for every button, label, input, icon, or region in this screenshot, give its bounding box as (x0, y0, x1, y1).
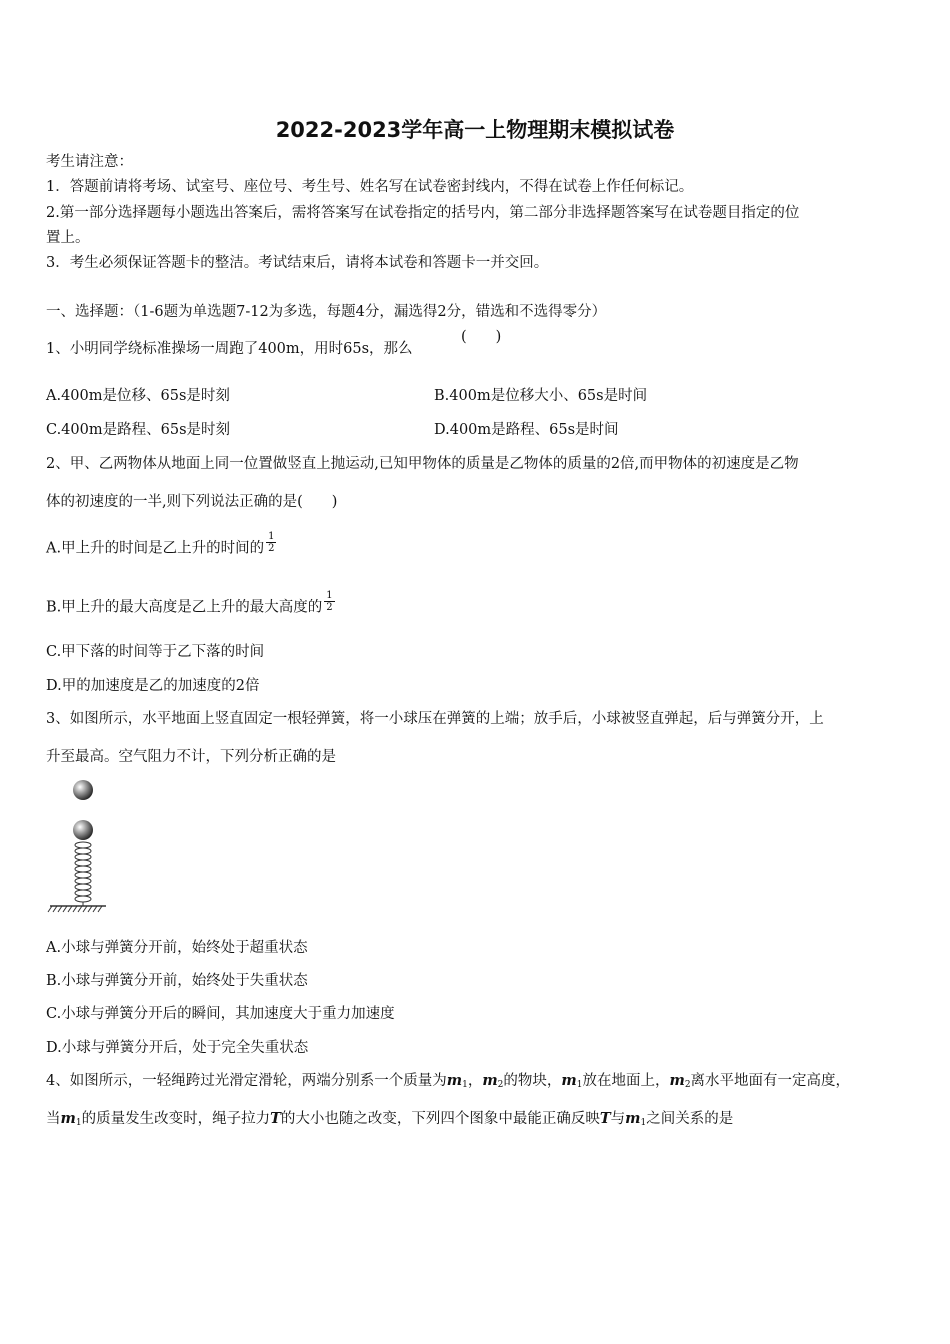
section-heading: 一、选择题：（1-6题为单选题7-12为多选，每题4分，漏选得2分，错选和不选得零分） (46, 304, 607, 320)
q3-option-b: B.小球与弹簧分开前，始终处于失重状态 (46, 973, 308, 989)
q3-option-a: A.小球与弹簧分开前，始终处于超重状态 (46, 940, 308, 956)
q2-stem-line1: 2、甲、乙两物体从地面上同一位置做竖直上抛运动,已知甲物体的质量是乙物体的质量的2倍,而甲物体的初速度是乙物 (46, 456, 799, 472)
q3-option-c: C.小球与弹簧分开后的瞬间，其加速度大于重力加速度 (46, 1006, 395, 1022)
notice-item-1: 1．答题前请将考场、试室号、座位号、考生号、姓名写在试卷密封线内，不得在试卷上作任何标记。 (46, 179, 694, 195)
ball-compressed-icon (73, 820, 93, 840)
q2-stem-line2: 体的初速度的一半,则下列说法正确的是( ) (46, 494, 338, 510)
page-title: 2022-2023学年高一上物理期末模拟试卷 (275, 118, 675, 142)
q1-option-a: A.400m是位移、65s是时刻 (46, 388, 230, 404)
q2-option-a (46, 531, 276, 560)
notice-item-2-cont: 置上。 (46, 230, 90, 246)
q4-stem-line2: 当$m_1$的质量发生改变时，绳子拉力T的大小也随之改变，下列四个图象中最能正确反映T与$m_1$之间关系的是 (46, 1110, 734, 1128)
q1-option-c: C.400m是路程、65s是时刻 (46, 422, 231, 438)
notice-item-3: 3．考生必须保证答题卡的整洁。考试结束后，请将本试卷和答题卡一并交回。 (46, 255, 549, 271)
ball-top-icon (73, 780, 93, 800)
q2-option-d: D.甲的加速度是乙的加速度的2倍 (46, 678, 260, 694)
q2-option-a-text: A.甲上升的时间是乙上升的时间的 (46, 540, 265, 557)
q2-option-b-text: B.甲上升的最大高度是乙上升的最大高度的 (46, 599, 323, 616)
spring-ball-figure (46, 776, 116, 918)
fraction-one-half: $\frac{1}{2}$ (326, 590, 333, 613)
ground-icon (48, 906, 106, 912)
q2-option-c: C.甲下落的时间等于乙下落的时间 (46, 644, 265, 660)
spring-icon (75, 842, 91, 906)
q3-option-d: D.小球与弹簧分开后，处于完全失重状态 (46, 1040, 309, 1056)
q1-option-b: B.400m是位移大小、65s是时间 (434, 388, 648, 404)
q1-answer-paren: ( ) (461, 329, 502, 345)
fraction-one-half: $\frac{1}{2}$ (268, 531, 275, 554)
q1-stem: 1、小明同学绕标准操场一周跑了400m，用时65s，那么 (46, 341, 413, 357)
q1-option-d: D.400m是路程、65s是时间 (434, 422, 619, 438)
q3-stem-line1: 3、如图所示，水平地面上竖直固定一根轻弹簧，将一小球压在弹簧的上端；放手后，小球被竖直弹起，后与弹簧分开，上 (46, 711, 824, 727)
q2-option-b (46, 590, 335, 619)
notice-heading: 考生请注意： (46, 154, 133, 170)
q4-stem-line1: 4、如图所示，一轻绳跨过光滑定滑轮，两端分别系一个质量为$m_1$，$m_2$的物块，$m_1$放在地面上，$m_2$离水平地面有一定高度， (46, 1072, 851, 1090)
notice-item-2: 2.第一部分选择题每小题选出答案后，需将答案写在试卷指定的括号内，第二部分非选择题答案写在试卷题目指定的位 (46, 205, 800, 221)
q3-stem-line2: 升至最高。空气阻力不计，下列分析正确的是 (46, 749, 336, 765)
